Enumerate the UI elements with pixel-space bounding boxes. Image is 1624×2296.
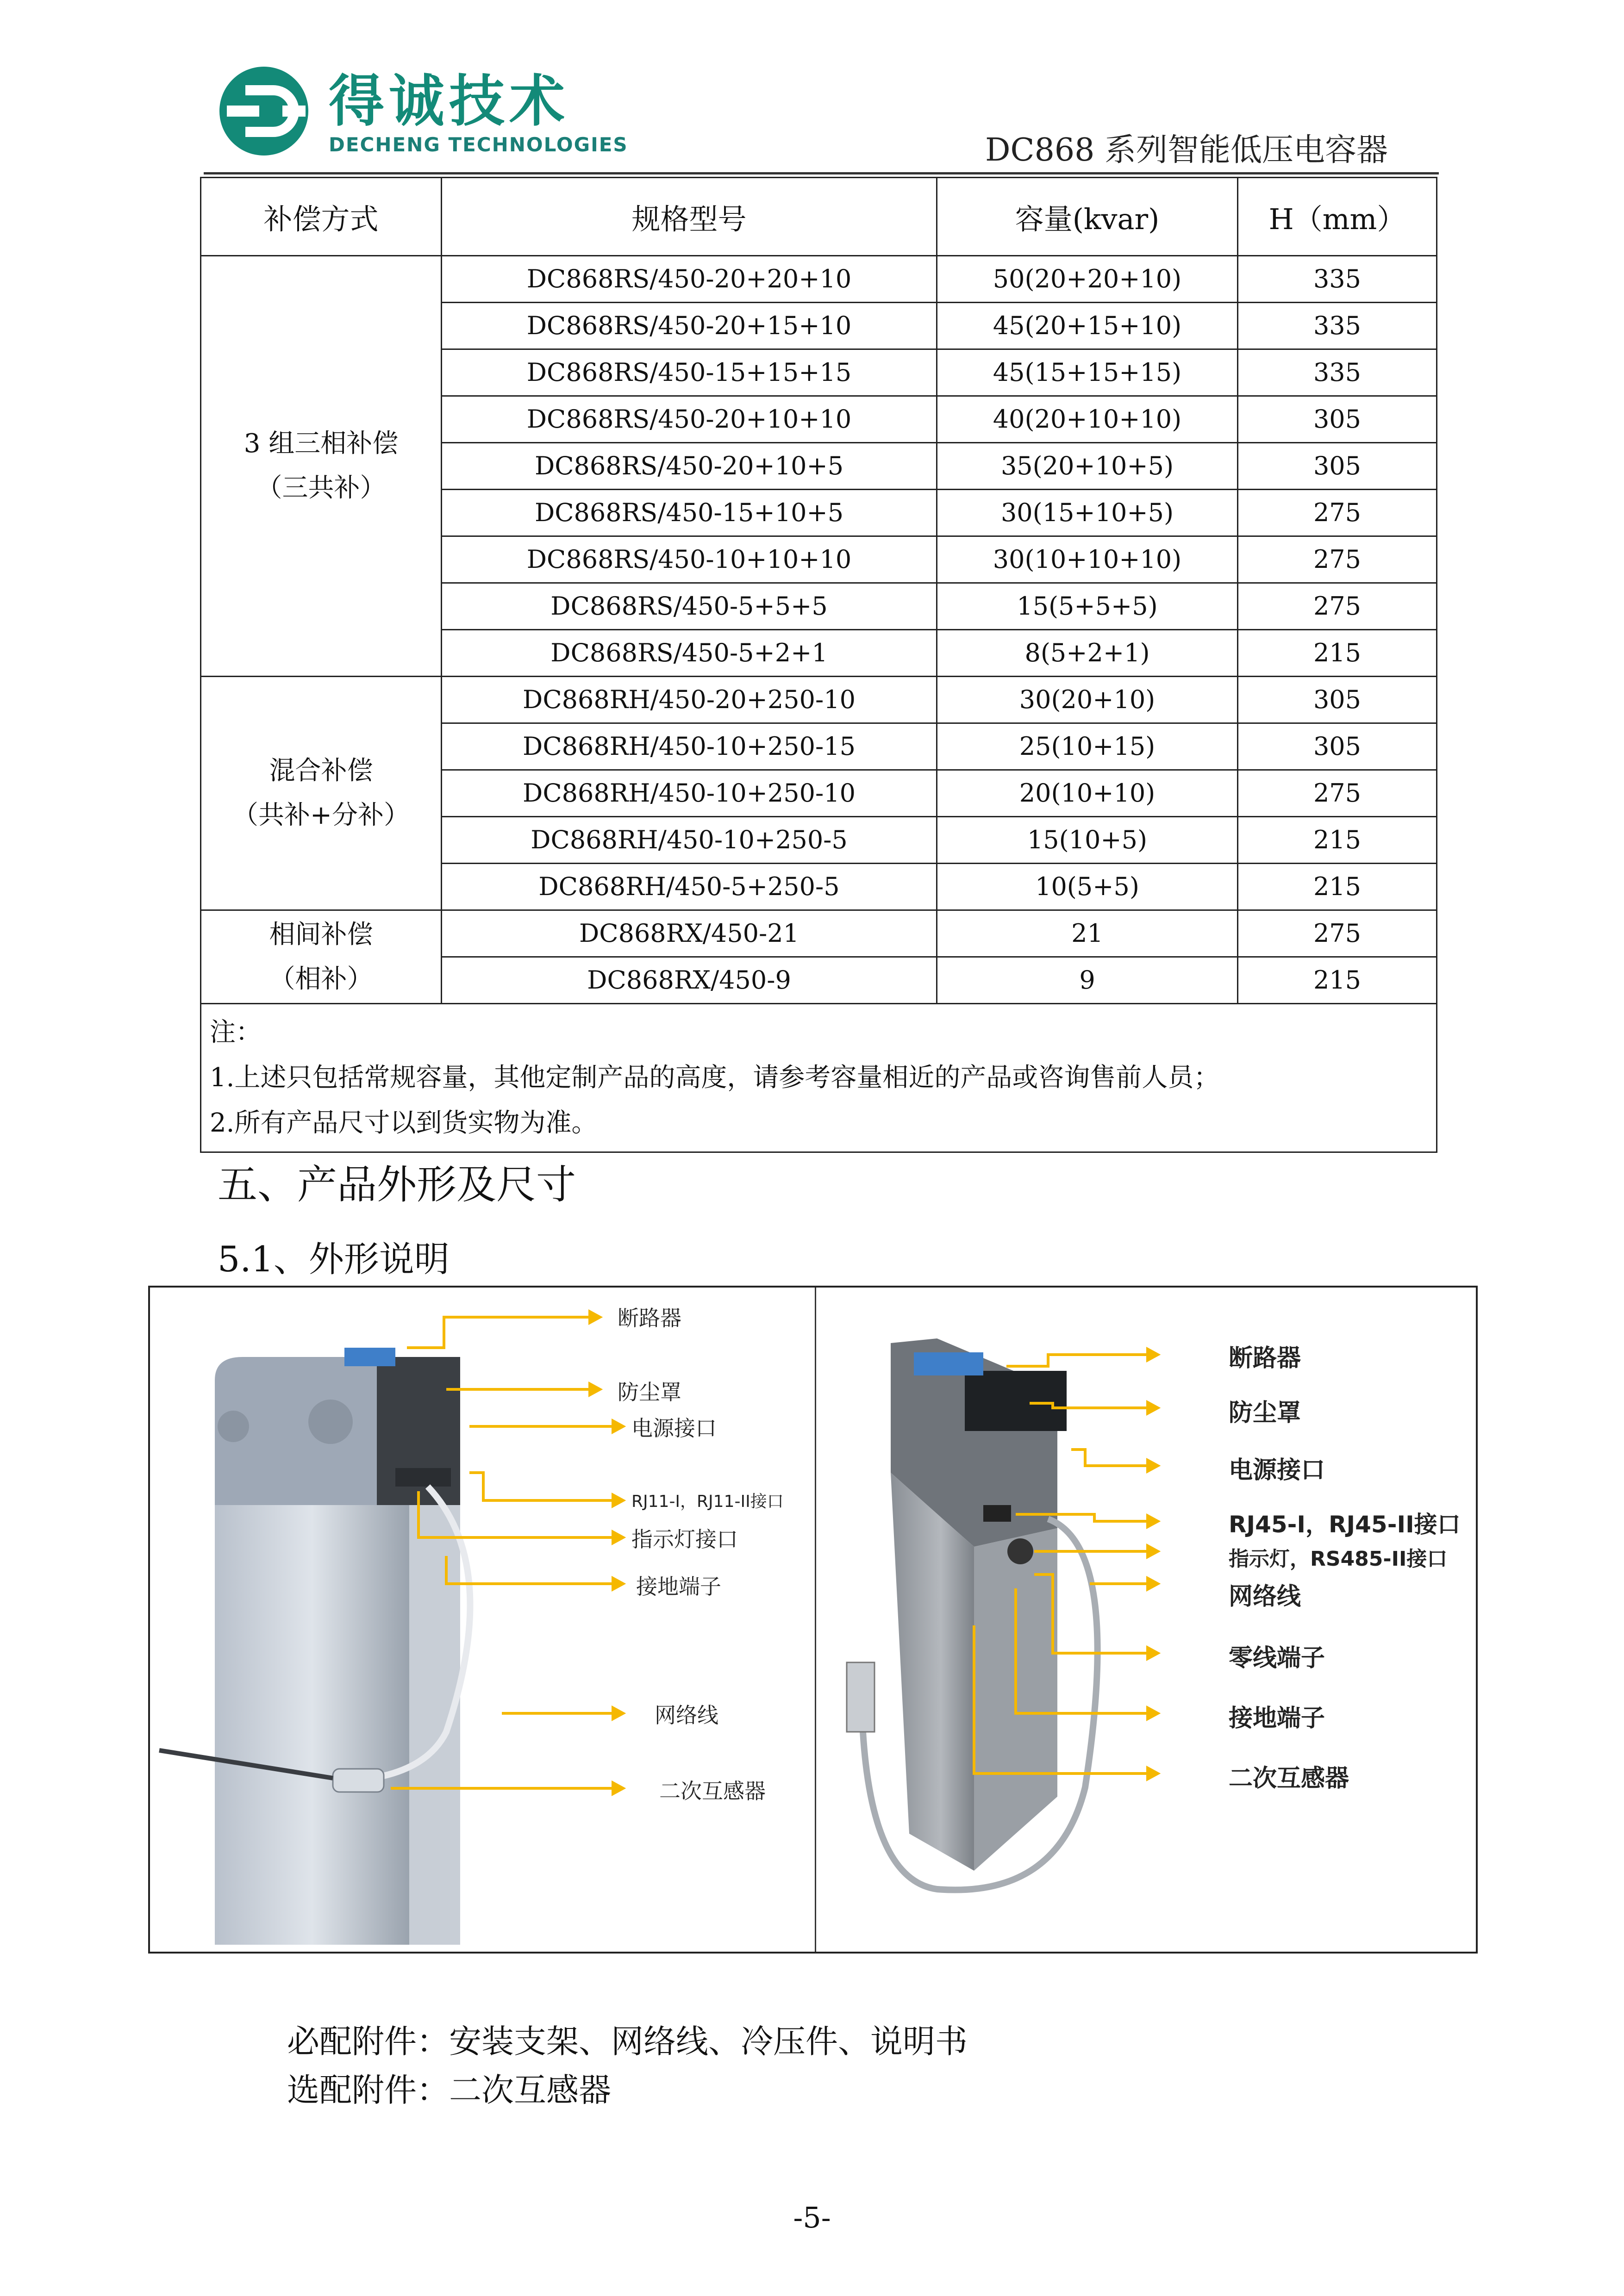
note-1: 1.上述只包括常规容量，其他定制产品的高度，请参考容量相近的产品或咨询售前人员； [210, 1063, 1220, 1093]
capacity-cell: 30(15+10+5) [937, 490, 1238, 536]
right-sensor [847, 1662, 874, 1732]
height-cell: 215 [1238, 864, 1437, 910]
left-label-breaker: 断路器 [618, 1306, 681, 1331]
col-header-capacity: 容量(kvar) [937, 178, 1238, 256]
model-cell: DC868RS/450-20+10+5 [442, 443, 937, 490]
right-label-power-port: 电源接口 [1229, 1456, 1325, 1484]
right-breaker [914, 1352, 983, 1375]
height-cell: 305 [1238, 677, 1437, 723]
group-label-line1: 混合补偿 [269, 756, 373, 786]
model-cell: DC868RS/450-15+10+5 [442, 490, 937, 536]
left-label-secondary-ct: 二次互感器 [659, 1779, 766, 1804]
table-header-row [201, 178, 1437, 256]
logo-chinese-name: 得诚技术 [329, 69, 569, 134]
capacity-cell: 9 [937, 957, 1238, 1004]
capacity-cell: 10(5+5) [937, 864, 1238, 910]
page-number: -5- [793, 2201, 831, 2234]
model-cell: DC868RH/450-10+250-15 [442, 723, 937, 770]
model-cell: DC868RS/450-5+2+1 [442, 630, 937, 677]
spec-table [200, 177, 1437, 1153]
capacity-cell: 20(10+10) [937, 770, 1238, 817]
right-ports [983, 1505, 1011, 1522]
right-label-network-cable: 网络线 [1229, 1583, 1301, 1611]
table-row [201, 677, 1437, 723]
right-indicator [1007, 1538, 1033, 1564]
capacity-cell: 30(20+10) [937, 677, 1238, 723]
subsection-heading: 5.1、外形说明 [218, 1238, 450, 1280]
height-cell: 215 [1238, 817, 1437, 864]
model-cell: DC868RS/450-10+10+10 [442, 536, 937, 583]
company-logo [218, 65, 671, 157]
notes-row [201, 1004, 1437, 1152]
notes-cell [201, 1004, 1437, 1152]
right-label-dust-cover: 防尘罩 [1229, 1399, 1301, 1427]
right-label-rj45-port: RJ45-I，RJ45-II接口 [1229, 1511, 1461, 1538]
right-label-breaker: 断路器 [1229, 1344, 1301, 1372]
height-cell: 275 [1238, 910, 1437, 957]
group-label [201, 256, 442, 677]
group-label-line1: 相间补偿 [269, 919, 373, 950]
group-label-line2: （共补+分补） [232, 800, 410, 830]
height-cell: 335 [1238, 303, 1437, 349]
product-figure [148, 1286, 1478, 1954]
left-label-ground-terminal: 接地端子 [636, 1574, 721, 1599]
section-heading: 五、产品外形及尺寸 [218, 1162, 576, 1208]
capacity-cell: 15(5+5+5) [937, 583, 1238, 630]
height-cell: 275 [1238, 770, 1437, 817]
capacity-cell: 40(20+10+10) [937, 396, 1238, 443]
product-illustrations [150, 1288, 1476, 1952]
left-label-network-cable: 网络线 [655, 1703, 718, 1728]
height-cell: 275 [1238, 490, 1437, 536]
capacity-cell: 8(5+2+1) [937, 630, 1238, 677]
right-capacitor-image [847, 1338, 1098, 1890]
document-title: DC868 系列智能低压电容器 [985, 132, 1388, 168]
left-capacitor-image [159, 1348, 470, 1945]
table-row [201, 256, 1437, 303]
right-label-indicator-rs485: 指示灯，RS485-II接口 [1229, 1547, 1448, 1571]
model-cell: DC868RS/450-20+15+10 [442, 303, 937, 349]
decheng-logo-icon [218, 65, 310, 157]
col-header-mode: 补偿方式 [201, 178, 442, 256]
left-ports [395, 1468, 451, 1487]
model-cell: DC868RX/450-21 [442, 910, 937, 957]
capacity-cell: 35(20+10+5) [937, 443, 1238, 490]
left-breaker [344, 1348, 395, 1366]
model-cell: DC868RX/450-9 [442, 957, 937, 1004]
col-header-height: H（mm） [1238, 178, 1437, 256]
header-divider [204, 172, 1439, 174]
capacity-cell: 15(10+5) [937, 817, 1238, 864]
left-label-dust-cover: 防尘罩 [618, 1380, 681, 1405]
height-cell: 275 [1238, 583, 1437, 630]
col-header-model: 规格型号 [442, 178, 937, 256]
required-accessories: 必配附件：安装支架、网络线、冷压件、说明书 [287, 2022, 968, 2060]
notes-title: 注： [210, 1017, 262, 1047]
height-cell: 305 [1238, 723, 1437, 770]
right-label-neutral-terminal: 零线端子 [1229, 1644, 1325, 1672]
right-label-secondary-ct: 二次互感器 [1229, 1765, 1349, 1792]
model-cell: DC868RH/450-10+250-5 [442, 817, 937, 864]
left-logo-badge [218, 1411, 249, 1442]
model-cell: DC868RS/450-20+20+10 [442, 256, 937, 303]
left-label-power-port: 电源接口 [631, 1416, 717, 1441]
model-cell: DC868RS/450-20+10+10 [442, 396, 937, 443]
group-label [201, 910, 442, 1004]
capacity-cell: 21 [937, 910, 1238, 957]
logo-english-name: DECHENG TECHNOLOGIES [329, 133, 628, 156]
height-cell: 275 [1238, 536, 1437, 583]
capacity-cell: 45(15+15+15) [937, 349, 1238, 396]
model-cell: DC868RH/450-10+250-10 [442, 770, 937, 817]
height-cell: 305 [1238, 443, 1437, 490]
group-label-line2: （相补） [269, 964, 373, 994]
optional-accessories: 选配附件：二次互感器 [287, 2071, 611, 2109]
capacity-cell: 45(20+15+10) [937, 303, 1238, 349]
height-cell: 335 [1238, 256, 1437, 303]
left-vent [308, 1400, 353, 1444]
right-dust-cover [965, 1371, 1067, 1431]
left-body-side [409, 1505, 460, 1945]
group-label-line2: （三共补） [256, 473, 386, 503]
group-label-line1: 3 组三相补偿 [244, 429, 399, 459]
capacity-cell: 30(10+10+10) [937, 536, 1238, 583]
capacity-cell: 50(20+20+10) [937, 256, 1238, 303]
group-label [201, 677, 442, 910]
height-cell: 215 [1238, 630, 1437, 677]
height-cell: 305 [1238, 396, 1437, 443]
right-label-ground-terminal: 接地端子 [1229, 1705, 1325, 1732]
height-cell: 215 [1238, 957, 1437, 1004]
model-cell: DC868RS/450-15+15+15 [442, 349, 937, 396]
model-cell: DC868RH/450-5+250-5 [442, 864, 937, 910]
height-cell: 335 [1238, 349, 1437, 396]
table-row [201, 910, 1437, 957]
left-label-rj11-port: RJ11-I，RJ11-II接口 [631, 1492, 784, 1511]
capacity-cell: 25(10+15) [937, 723, 1238, 770]
model-cell: DC868RS/450-5+5+5 [442, 583, 937, 630]
model-cell: DC868RH/450-20+250-10 [442, 677, 937, 723]
note-2: 2.所有产品尺寸以到货实物为准。 [210, 1108, 598, 1138]
left-sensor [333, 1769, 384, 1792]
left-label-indicator-port: 指示灯接口 [631, 1527, 738, 1552]
left-body [215, 1505, 409, 1945]
